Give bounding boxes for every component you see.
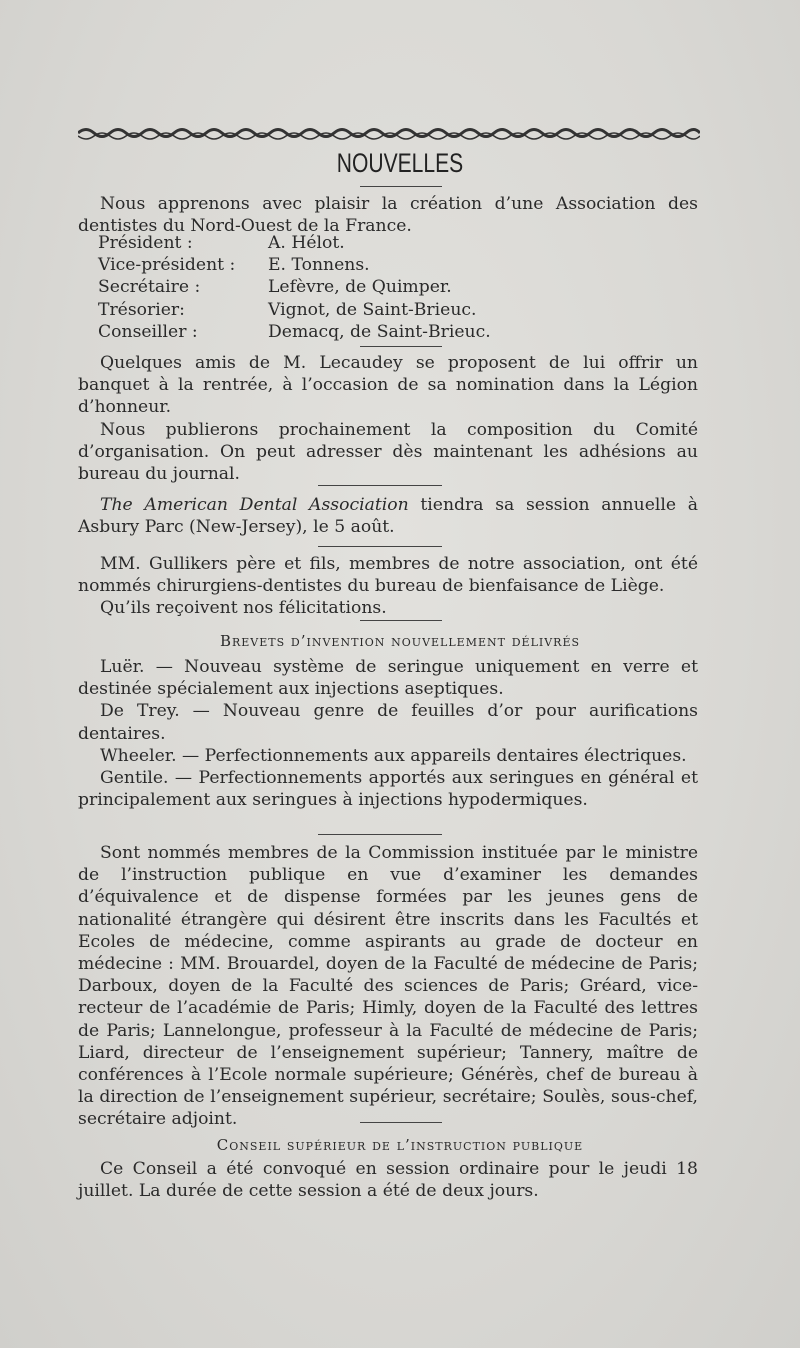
gullikers-news [78, 553, 698, 620]
conseil-text: Ce Conseil a été convoqué en session ordinaire pour le jeudi 18 juillet. La durée de cette session a été de deux jours. [78, 1159, 698, 1202]
officer-name: Vignot, de Saint-Brieuc. [268, 299, 477, 320]
conseil-paragraph [78, 1158, 698, 1202]
page-title: NOUVELLES [336, 148, 464, 178]
divider [360, 186, 442, 187]
brevets-list [78, 656, 698, 811]
officer-row [98, 254, 491, 276]
officer-name: A. Hélot. [268, 233, 345, 253]
officer-name: Lefèvre, de Quimper. [268, 277, 452, 298]
officer-role: Trésorier: [98, 299, 185, 320]
news-paragraph: Quelques amis de M. Lecaudey se proposent de lui offrir un banquet à la rentrée, à l’occasion de sa nomination dans la Légion d’honneur. [78, 353, 698, 418]
brevet-item: Wheeler. — Perfectionnements aux appareils dentaires électriques. [100, 745, 687, 766]
officer-row [98, 321, 491, 343]
officer-row [98, 276, 491, 298]
brevet-item: Luër. — Nouveau système de seringue uniquement en verre et destinée spécialement aux injections aseptiques. [78, 657, 698, 700]
officer-name: Demacq, de Saint-Brieuc. [268, 321, 491, 342]
officers-list [98, 232, 491, 343]
officer-role: Président : [98, 233, 193, 253]
divider [360, 346, 442, 347]
divider [360, 1122, 442, 1123]
divider [360, 620, 442, 621]
brevet-item: Gentile. — Perfectionnements apportés aux seringues en général et principalement aux seringues à injections hypodermiques. [78, 768, 698, 811]
news-paragraph: MM. Gullikers père et fils, membres de notre association, ont été nommés chirurgiens-dentistes du bureau de bienfaisance de Liège. [78, 554, 698, 597]
conseil-section-title: Conseil supérieur de l’instruction publique [216, 1136, 584, 1154]
lecaudey-news [78, 352, 698, 485]
intro-paragraph [78, 193, 698, 237]
divider [318, 546, 442, 547]
officer-role: Conseiller : [98, 321, 198, 342]
divider [318, 485, 442, 486]
officer-role: Secrétaire : [98, 277, 201, 298]
commission-text: Sont nommés membres de la Commission instituée par le ministre de l’instruction publique en vue d’examiner les demandes d’équivalence et de dispense formées par les jeunes gens de nationalité étrangère qui désirent être inscrits dans les Facultés et Ecoles de médecine, comme aspirants au grade de docteur en médecine : MM. Brouardel, doyen de la Faculté de médecine de Paris; Darboux, doyen de la Faculté des sciences de Paris; Gréard, vice-recteur de l’académie de Paris; Himly, doyen de la Faculté des lettres de Paris; Lannelongue, professeur à la Faculté de médecine de Paris; Liard, directeur de l’enseignement supérieur; Tannery, maître de conférences à l’Ecole normale supérieure; Générès, chef de bureau à la direction de l’enseignement supérieur, secrétaire; Soulès, sous-chef, secrétaire adjoint. [78, 843, 698, 1130]
news-paragraph: Nous publierons prochainement la composition du Comité d’organisation. On peut adresser dès maintenant les adhésions au bureau du journal. [78, 419, 698, 485]
divider [318, 834, 442, 835]
officer-row [98, 232, 491, 254]
intro-text: Nous apprenons avec plaisir la création d’une Association des dentistes du Nord-Ouest de la France. [78, 194, 698, 237]
news-text: tiendra sa session annuelle à Asbury Parc (New-Jersey), le 5 août. [78, 495, 698, 538]
officer-row [98, 299, 491, 321]
association-name: The American Dental Association [100, 495, 409, 515]
commission-paragraph [78, 842, 698, 1131]
decorative-border-ornament [78, 124, 700, 142]
brevets-section-title: Brevets d’invention nouvellement délivrés [219, 632, 581, 650]
officer-role: Vice-président : [98, 255, 236, 276]
officer-name: E. Tonnens. [268, 255, 370, 276]
brevet-item: De Trey. — Nouveau genre de feuilles d’or pour aurifications dentaires. [78, 701, 698, 744]
ada-news [78, 494, 698, 538]
news-paragraph: Qu’ils reçoivent nos félicitations. [100, 598, 387, 619]
